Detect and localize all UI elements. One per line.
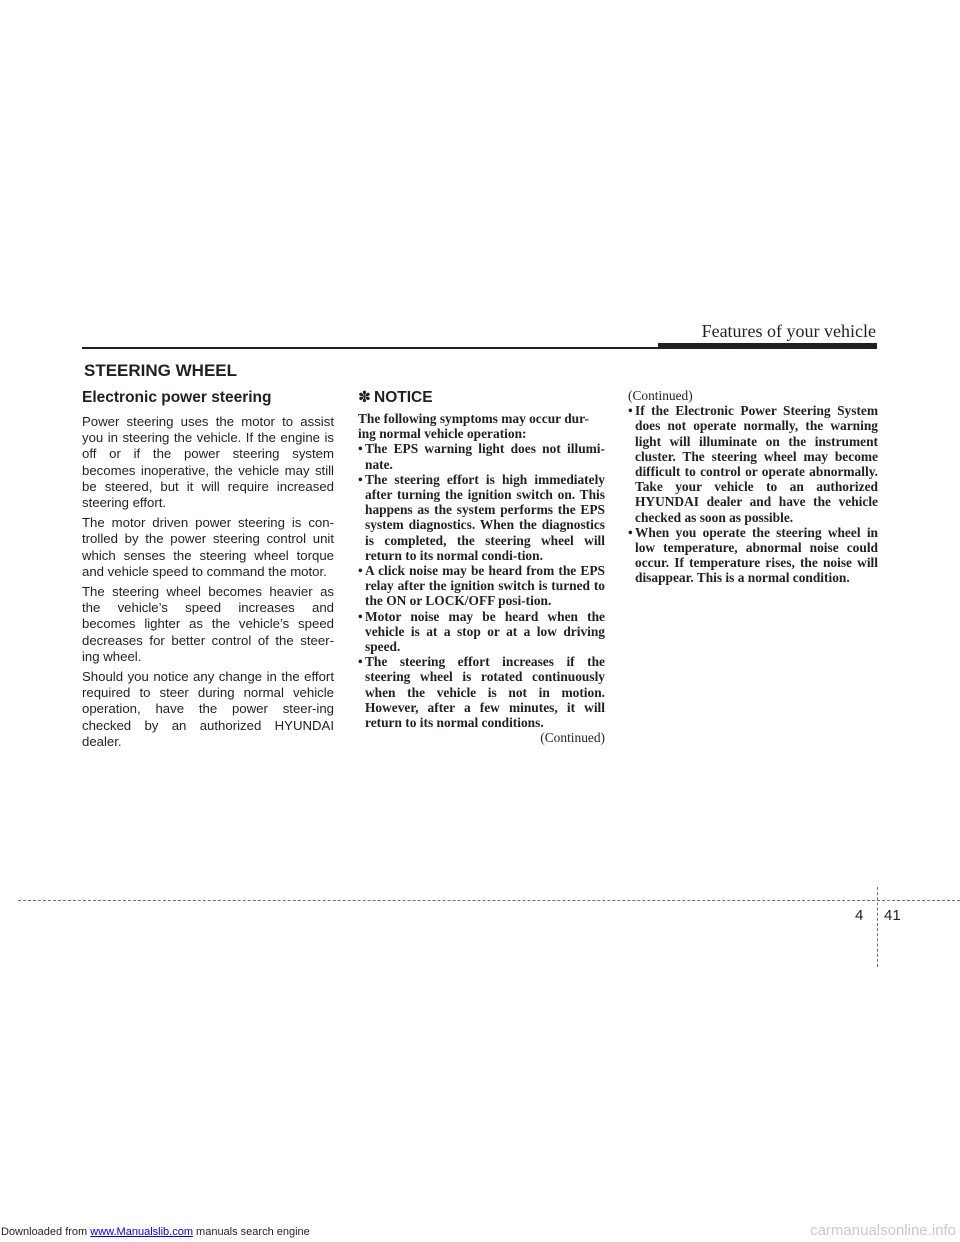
list-item: • A click noise may be heard from the EPS relay after the ignition switch is turned to the ON or LOCK/OFF posi-tion. xyxy=(358,563,605,609)
manualslib-link[interactable]: www.Manualslib.com xyxy=(90,1226,193,1238)
bullet-icon: • xyxy=(358,471,363,487)
subheading: Electronic power steering xyxy=(82,389,272,406)
watermark: carmanualsonline.info xyxy=(810,1222,956,1239)
bullet-icon: • xyxy=(358,563,363,579)
list-item: • The steering effort increases if the steering wheel is rotated continuously when the vehicle is not in motion. However, after a few minutes, it will return to its normal conditions. xyxy=(358,654,605,731)
running-header: Features of your vehicle xyxy=(701,321,876,341)
bullet-icon: • xyxy=(628,403,633,419)
paragraph: Should you notice any change in the effort required to steer during normal vehicle operation, have the power steer-ing checked by an authorized HYUNDAI dealer. xyxy=(82,669,334,749)
list-item: • If the Electronic Power Steering System does not operate normally, the warning light will illuminate on the instrument cluster. The steering wheel may become difficult to control or operate abnormally. Take your vehicle to an authorized HYUNDAI dealer and have the vehicle checked as soon as possible. xyxy=(628,403,878,525)
bullet-icon: • xyxy=(628,524,633,540)
footer-dashed-rule xyxy=(18,900,960,901)
continued-label: (Continued) xyxy=(628,388,693,403)
notice-bullet-list-continued xyxy=(628,403,878,585)
paragraph: The motor driven power steering is con-trolled by the power steering control unit which senses the steering wheel torque and vehicle speed to command the motor. xyxy=(82,515,334,579)
header-rule-accent xyxy=(658,343,877,348)
list-item: • Motor noise may be heard when the vehicle is at a stop or at a low driving speed. xyxy=(358,608,605,655)
footer-dashed-divider xyxy=(877,887,878,967)
list-item: • The steering effort is high immediately after turning the ignition switch on. This happens as the system performs the EPS system diagnostics. When the diagnostics is completed, the steering wheel will return to its normal condi-tion. xyxy=(358,471,605,563)
continued-label: (Continued) xyxy=(540,730,605,746)
list-item: • The EPS warning light does not illumi-nate. xyxy=(358,441,605,472)
bullet-icon: • xyxy=(358,608,363,624)
notice-bullet-list xyxy=(358,441,605,730)
column-electronic-power-steering xyxy=(82,388,334,754)
chapter-number: 4 xyxy=(855,907,864,924)
notice-star-icon: ✽ xyxy=(358,389,371,406)
notice-continued xyxy=(628,388,878,586)
notice-intro: The following symptoms may occur dur-ing normal vehicle operation: xyxy=(358,411,589,442)
paragraph: The steering wheel becomes heavier as the vehicle’s speed increases and becomes lighter as the vehicle’s speed decreases for better control of the steer-ing wheel. xyxy=(82,584,334,664)
list-item: • When you operate the steering wheel in low temperature, abnormal noise could occur. If temperature rises, the noise will disappear. This is a normal condition. xyxy=(628,524,878,586)
notice-heading-label: NOTICE xyxy=(374,389,433,406)
paragraph: Power steering uses the motor to assist you in steering the vehicle. If the engine is off or if the power steering system becomes inoperative, the vehicle may still be steered, but it will require increased steering effort. xyxy=(82,414,334,511)
bullet-icon: • xyxy=(358,441,363,457)
download-note: Downloaded from www.Manualslib.com manuals search engine xyxy=(1,1226,310,1238)
bullet-icon: • xyxy=(358,654,363,670)
section-title: STEERING WHEEL xyxy=(84,361,238,380)
page-number: 41 xyxy=(884,907,901,924)
notice-heading xyxy=(358,388,605,408)
notice-box xyxy=(358,388,605,745)
